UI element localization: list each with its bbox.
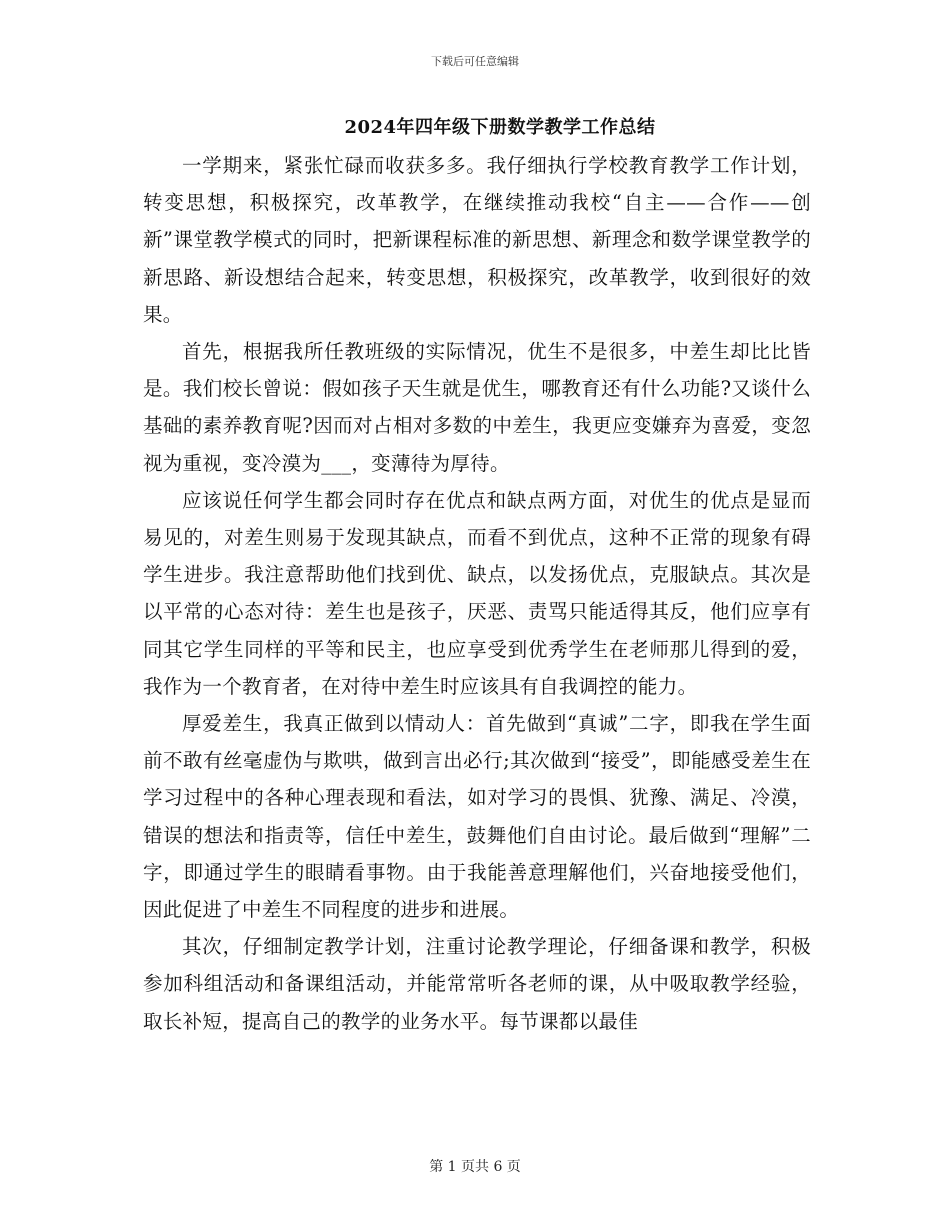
paragraph-1: 一学期来，紧张忙碌而收获多多。我仔细执行学校教育教学工作计划，转变思想，积极探究，改革教学，在继续推动我校“自主——合作——创新”课堂教学模式的同时，把新课程标准的新思想、新理念和数学课堂教学的新思路、新设想结合起来，转变思想，积极探究，改革教学，收到很好的效果。 — [143, 154, 811, 326]
document-title: 2024年四年级下册数学教学工作总结 — [344, 117, 656, 138]
paragraph-4: 厚爱差生，我真正做到以情动人：首先做到“真诚”二字，即我在学生面前不敢有丝毫虚伪与欺哄，做到言出必行;其次做到“接受”，即能感受差生在学习过程中的各种心理表现和看法，如对学习的畏惧、犹豫、满足、冷漠，错误的想法和指责等，信任中差生，鼓舞他们自由讨论。最后做到“理解”二字，即通过学生的眼睛看事物。由于我能善意理解他们，兴奋地接受他们，因此促进了中差生不同程度的进步和进展。 — [143, 712, 811, 922]
document-body — [143, 147, 811, 1040]
paragraph-5: 其次，仔细制定教学计划，注重讨论教学理论，仔细备课和教学，积极参加科组活动和备课组活动，并能常常听各老师的课，从中吸取教学经验，取长补短，提高自己的教学的业务水平。每节课都以最佳 — [143, 935, 811, 1033]
paragraph-3: 应该说任何学生都会同时存在优点和缺点两方面，对优生的优点是显而易见的，对差生则易于发现其缺点，而看不到优点，这种不正常的现象有碍学生进步。我注意帮助他们找到优、缺点，以发扬优点，克服缺点。其次是以平常的心态对待：差生也是孩子，厌恶、责骂只能适得其反，他们应享有同其它学生同样的平等和民主，也应享受到优秀学生在老师那儿得到的爱，我作为一个教育者，在对待中差生时应该具有自我调控的能力。 — [143, 488, 811, 698]
page-number-footer: 第 1 页共 6 页 — [429, 1159, 521, 1175]
header-note: 下载后可任意编辑 — [431, 55, 519, 68]
paragraph-2: 首先，根据我所任教班级的实际情况，优生不是很多，中差生却比比皆是。我们校长曾说：假如孩子天生就是优生，哪教育还有什么功能?又谈什么基础的素养教育呢?因而对占相对多数的中差生，我更应变嫌弃为喜爱，变忽视为重视，变冷漠为___，变薄待为厚待。 — [143, 340, 811, 475]
